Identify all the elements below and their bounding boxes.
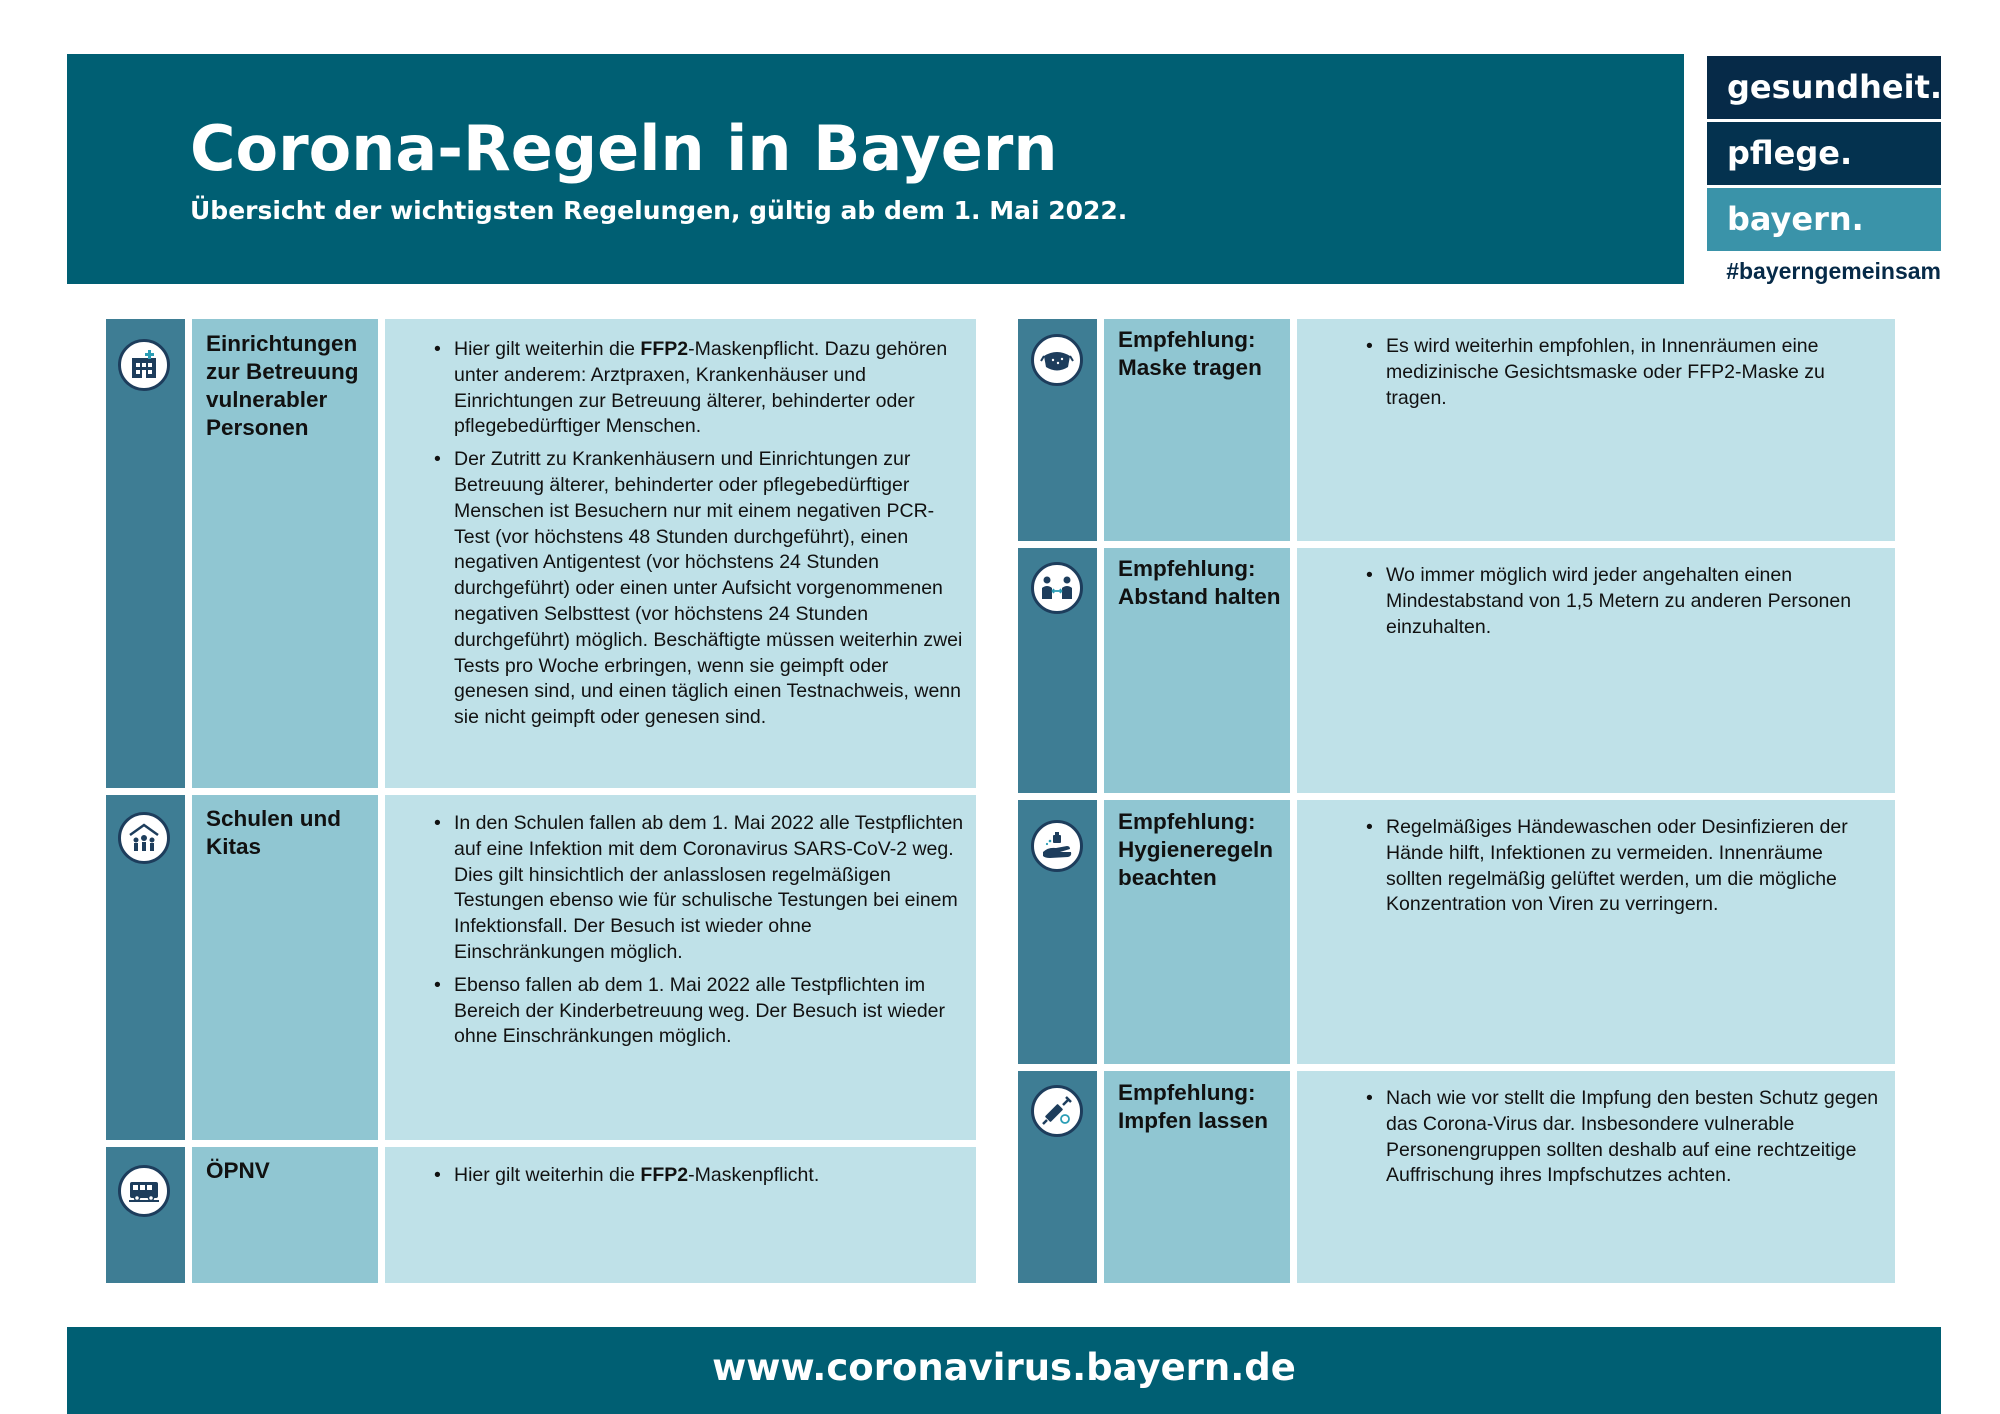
bullet-item: • Regelmäßiges Händewaschen oder Desinfizieren der Hände hilft, Infektionen zu vermeiden. Innenräume sollten regelmäßig gelüftet werden, um die mögliche Konzentration von Viren zu verringern. bbox=[1386, 815, 1881, 918]
section-description bbox=[1366, 815, 1881, 925]
section-title: Schulen und Kitas bbox=[206, 806, 341, 859]
logo-bayern: bayern. bbox=[1707, 188, 1941, 251]
section-description bbox=[434, 1163, 966, 1196]
footer-banner bbox=[67, 1327, 1941, 1414]
vaccine-icon bbox=[1031, 1085, 1083, 1137]
bus-icon bbox=[118, 1165, 170, 1217]
section-title: ÖPNV bbox=[206, 1158, 270, 1183]
hospital-icon bbox=[118, 339, 170, 391]
bullet-item: • In den Schulen fallen ab dem 1. Mai 2022 alle Testpflichten auf eine Infektion mit dem Coronavirus SARS-CoV-2 weg. Dies gilt hinsichtlich der anlasslosen regelmäßigen Testungen ebenso wie für schulische Testungen bei einem Infektionsfall. Der Besuch ist wieder ohne Einschränkungen möglich. bbox=[454, 811, 966, 966]
section-description bbox=[434, 337, 966, 738]
page-title: Corona-Regeln in Bayern bbox=[190, 112, 1058, 185]
section-title: Empfehlung: Hygieneregeln beachten bbox=[1118, 809, 1274, 890]
bullet-item: • Wo immer möglich wird jeder angehalten einen Mindestabstand von 1,5 Metern zu anderen Personen einzuhalten. bbox=[1386, 563, 1881, 640]
bullet-item: • Der Zutritt zu Krankenhäusern und Einrichtungen zur Betreuung älterer, behinderter oder pflegebedürftiger Menschen ist Besuchern nur mit einem negativen PCR-Test (vor höchstens 48 Stunden durchgeführt), einen negativen Antigentest (vor höchstens 24 Stunden durchgeführt) oder einen unter Aufsicht vorgenommenen negativen Selbsttest (vor höchstens 24 Stunden durchgeführt) möglich. Beschäftigte müssen weiterhin zwei Tests pro Woche erbringen, wenn sie geimpft oder genesen sind, und einen täglich einen Testnachweis, wenn sie nicht geimpft oder genesen sind. bbox=[454, 447, 966, 731]
section-description bbox=[1366, 563, 1881, 647]
handwash-icon bbox=[1031, 820, 1083, 872]
mask-icon bbox=[1031, 334, 1083, 386]
section-description bbox=[434, 811, 966, 1057]
logo-gesundheit: gesundheit. bbox=[1707, 56, 1941, 119]
section-description bbox=[1366, 1086, 1881, 1196]
bullet-item: • Hier gilt weiterhin die FFP2-Maskenpflicht. Dazu gehören unter anderem: Arztpraxen, Krankenhäuser und Einrichtungen zur Betreuung älterer, behinderter oder pflegebedürftiger Menschen. bbox=[454, 337, 966, 440]
bullet-item: • Hier gilt weiterhin die FFP2-Maskenpflicht. bbox=[454, 1163, 966, 1189]
distance-icon bbox=[1031, 562, 1083, 614]
logo-pflege: pflege. bbox=[1707, 122, 1941, 185]
bullet-item: • Es wird weiterhin empfohlen, in Innenräumen eine medizinische Gesichtsmaske oder FFP2-Maske zu tragen. bbox=[1386, 334, 1881, 411]
footer-url[interactable]: www.coronavirus.bayern.de bbox=[712, 1346, 1296, 1389]
section-title: Einrichtungen zur Betreuung vulnerabler Personen bbox=[206, 331, 359, 440]
section-title: Empfehlung: Impfen lassen bbox=[1118, 1080, 1269, 1133]
bullet-item: • Ebenso fallen ab dem 1. Mai 2022 alle Testpflichten im Bereich der Kinderbetreuung weg. Der Besuch ist wieder ohne Einschränkungen möglich. bbox=[454, 973, 966, 1050]
section-title: Empfehlung: Maske tragen bbox=[1118, 327, 1262, 380]
section-title: Empfehlung: Abstand halten bbox=[1118, 556, 1281, 609]
school-icon bbox=[118, 812, 170, 864]
hashtag: #bayerngemeinsam bbox=[1726, 258, 1941, 284]
page-subtitle: Übersicht der wichtigsten Regelungen, gültig ab dem 1. Mai 2022. bbox=[190, 196, 1128, 225]
section-description bbox=[1366, 334, 1881, 418]
bullet-item: • Nach wie vor stellt die Impfung den besten Schutz gegen das Corona-Virus dar. Insbesondere vulnerable Personengruppen sollten deshalb auf eine rechtzeitige Auffrischung ihres Impfschutzes achten. bbox=[1386, 1086, 1881, 1189]
